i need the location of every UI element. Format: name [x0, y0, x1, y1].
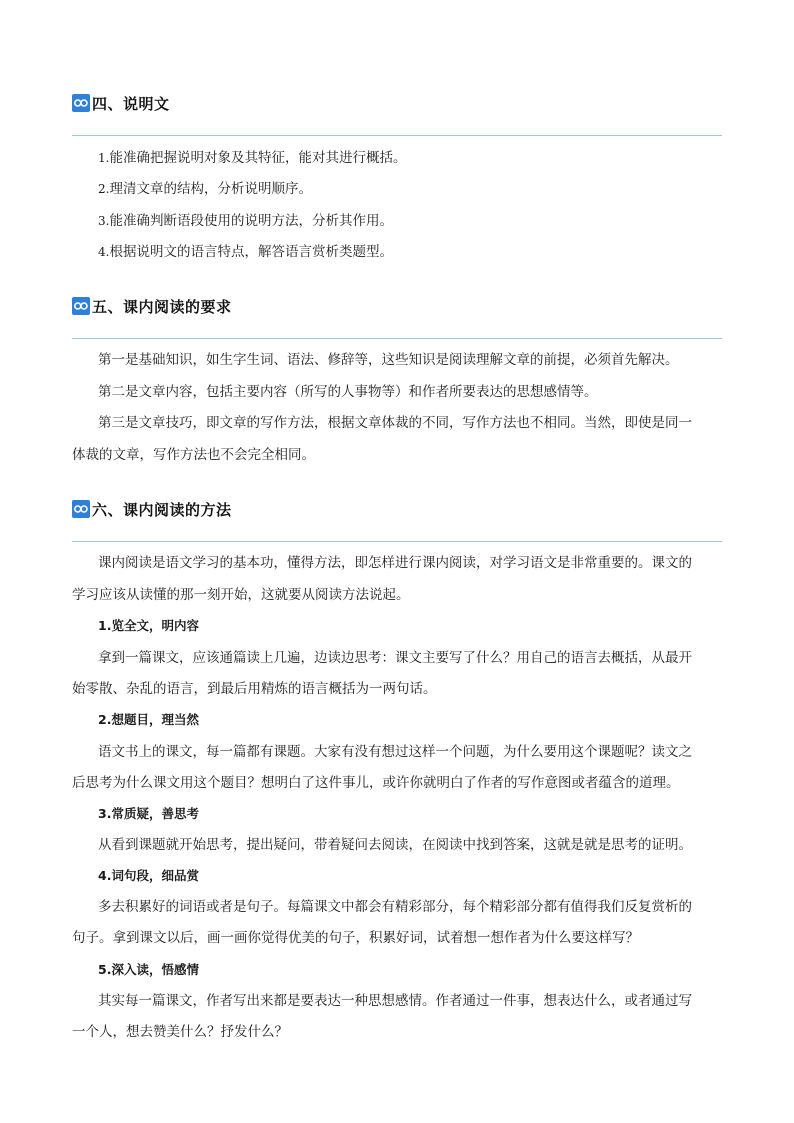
paragraph-line: 第三是文章技巧，即文章的写作方法，根据文章体裁的不同，写作方法也不相同。当然，即使是同一: [98, 415, 692, 431]
method-heading: 3.常质疑，善思考: [98, 806, 199, 821]
paragraph-line: 第一是基础知识，如生字生词、语法、修辞等，这些知识是阅读理解文章的前提，必须首先解决。: [98, 352, 679, 368]
paragraph-line: 学习应该从读懂的那一刻开始，这就要从阅读方法说起。: [72, 587, 410, 603]
paragraph-line: 始零散、杂乱的语言，到最后用精炼的语言概括为一两句话。: [72, 681, 437, 697]
list-item: 4.根据说明文的语言特点，解答语言赏析类题型。: [98, 244, 393, 260]
method-heading: 1.览全文，明内容: [98, 618, 199, 633]
section-title: 五、课内阅读的要求: [92, 297, 232, 316]
section-title: 四、说明文: [92, 94, 170, 113]
paragraph-line: 一个人，想去赞美什么？抒发什么？: [72, 1024, 288, 1040]
paragraph-line: 从看到课题就开始思考，提出疑问，带着疑问去阅读，在阅读中找到答案，这就是就是思考的证明。: [98, 837, 692, 853]
link-chain-icon: [72, 94, 90, 112]
link-chain-icon: [72, 500, 90, 518]
method-heading: 4.词句段，细品赏: [98, 868, 199, 883]
paragraph-line: 拿到一篇课文，应该通篇读上几遍，边读边思考：课文主要写了什么？用自己的语言去概括，从最开: [98, 650, 692, 666]
list-item: 2.理清文章的结构，分析说明顺序。: [98, 181, 312, 197]
list-item: 1.能准确把握说明对象及其特征，能对其进行概括。: [98, 150, 407, 166]
method-heading: 5.深入读，悟感情: [98, 962, 199, 977]
paragraph-line: 课内阅读是语文学习的基本功，懂得方法，即怎样进行课内阅读，对学习语文是非常重要的。课文的: [98, 555, 692, 571]
paragraph-line: 其实每一篇课文，作者写出来都是要表达一种思想感情。作者通过一件事，想表达什么，或者通过写: [98, 993, 692, 1009]
section-heading: [72, 498, 722, 520]
paragraph-line: 第二是文章内容，包括主要内容（所写的人事物等）和作者所要表达的思想感情等。: [98, 384, 598, 400]
paragraph-line: 句子。拿到课文以后，画一画你觉得优美的句子，积累好词，试着想一想作者为什么要这样写？: [72, 930, 639, 946]
paragraph-line: 后思考为什么课文用这个题目？想明白了这件事儿，或许你就明白了作者的写作意图或者蕴含的道理。: [72, 775, 680, 791]
list-item: 3.能准确判断语段使用的说明方法，分析其作用。: [98, 213, 393, 229]
divider: [72, 135, 722, 136]
section-title: 六、课内阅读的方法: [92, 500, 232, 519]
divider: [72, 541, 722, 542]
divider: [72, 338, 722, 339]
paragraph-line: 多去积累好的词语或者是句子。每篇课文中都会有精彩部分，每个精彩部分都有值得我们反复赏析的: [98, 899, 692, 915]
link-chain-icon: [72, 297, 90, 315]
section-heading: [72, 92, 722, 114]
section-heading: [72, 295, 722, 317]
paragraph-line: 语文书上的课文，每一篇都有课题。大家有没有想过这样一个问题，为什么要用这个课题呢？读文之: [98, 744, 692, 760]
method-heading: 2.想题目，理当然: [98, 712, 199, 727]
paragraph-line: 体裁的文章，写作方法也不会完全相同。: [72, 447, 315, 463]
